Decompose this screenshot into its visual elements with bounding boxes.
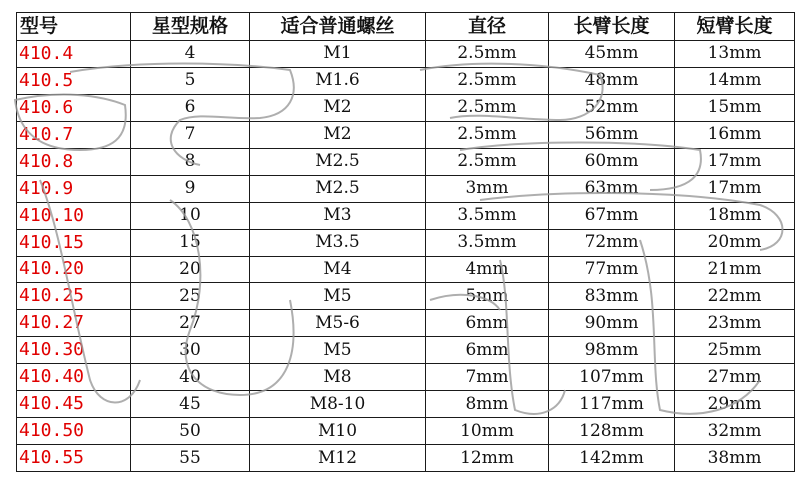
model-cell: 410.45 xyxy=(17,391,131,418)
table-row xyxy=(17,175,795,202)
model-cell: 410.50 xyxy=(17,418,131,445)
star-size-cell: 45 xyxy=(131,391,250,418)
long-arm-cell: 60mm xyxy=(549,148,675,175)
model-cell: 410.7 xyxy=(17,121,131,148)
diameter-cell: 12mm xyxy=(426,445,549,472)
header-long-arm: 长臂长度 xyxy=(549,13,675,41)
star-size-cell: 5 xyxy=(131,67,250,94)
short-arm-cell: 25mm xyxy=(675,337,795,364)
model-cell: 410.9 xyxy=(17,175,131,202)
long-arm-cell: 90mm xyxy=(549,310,675,337)
screw-fit-cell: M1 xyxy=(250,41,426,68)
short-arm-cell: 17mm xyxy=(675,148,795,175)
screw-fit-cell: M5-6 xyxy=(250,310,426,337)
diameter-cell: 7mm xyxy=(426,364,549,391)
star-size-cell: 4 xyxy=(131,41,250,68)
diameter-cell: 2.5mm xyxy=(426,94,549,121)
star-size-cell: 30 xyxy=(131,337,250,364)
long-arm-cell: 77mm xyxy=(549,256,675,283)
table-row xyxy=(17,445,795,472)
screw-fit-cell: M10 xyxy=(250,418,426,445)
diameter-cell: 2.5mm xyxy=(426,41,549,68)
screw-fit-cell: M1.6 xyxy=(250,67,426,94)
long-arm-cell: 72mm xyxy=(549,229,675,256)
star-size-cell: 10 xyxy=(131,202,250,229)
star-size-cell: 9 xyxy=(131,175,250,202)
diameter-cell: 6mm xyxy=(426,310,549,337)
header-short-arm: 短臂长度 xyxy=(675,13,795,41)
diameter-cell: 3.5mm xyxy=(426,202,549,229)
star-size-cell: 27 xyxy=(131,310,250,337)
model-cell: 410.8 xyxy=(17,148,131,175)
long-arm-cell: 83mm xyxy=(549,283,675,310)
long-arm-cell: 142mm xyxy=(549,445,675,472)
header-screw-fit: 适合普通螺丝 xyxy=(250,13,426,41)
long-arm-cell: 67mm xyxy=(549,202,675,229)
table-row xyxy=(17,310,795,337)
diameter-cell: 10mm xyxy=(426,418,549,445)
screw-fit-cell: M2 xyxy=(250,94,426,121)
model-cell: 410.40 xyxy=(17,364,131,391)
long-arm-cell: 45mm xyxy=(549,41,675,68)
short-arm-cell: 18mm xyxy=(675,202,795,229)
long-arm-cell: 52mm xyxy=(549,94,675,121)
table-row xyxy=(17,41,795,68)
short-arm-cell: 21mm xyxy=(675,256,795,283)
table-row xyxy=(17,148,795,175)
screw-fit-cell: M5 xyxy=(250,283,426,310)
short-arm-cell: 16mm xyxy=(675,121,795,148)
table-row xyxy=(17,202,795,229)
model-cell: 410.15 xyxy=(17,229,131,256)
model-cell: 410.10 xyxy=(17,202,131,229)
star-size-cell: 7 xyxy=(131,121,250,148)
header-star-size: 星型规格 xyxy=(131,13,250,41)
star-size-cell: 40 xyxy=(131,364,250,391)
long-arm-cell: 128mm xyxy=(549,418,675,445)
model-cell: 410.4 xyxy=(17,41,131,68)
short-arm-cell: 17mm xyxy=(675,175,795,202)
table-row xyxy=(17,283,795,310)
long-arm-cell: 56mm xyxy=(549,121,675,148)
model-cell: 410.20 xyxy=(17,256,131,283)
diameter-cell: 5mm xyxy=(426,283,549,310)
table-row xyxy=(17,391,795,418)
diameter-cell: 8mm xyxy=(426,391,549,418)
short-arm-cell: 20mm xyxy=(675,229,795,256)
short-arm-cell: 23mm xyxy=(675,310,795,337)
screw-fit-cell: M3 xyxy=(250,202,426,229)
long-arm-cell: 63mm xyxy=(549,175,675,202)
long-arm-cell: 117mm xyxy=(549,391,675,418)
screw-fit-cell: M2 xyxy=(250,121,426,148)
model-cell: 410.25 xyxy=(17,283,131,310)
table-row xyxy=(17,364,795,391)
table-row xyxy=(17,418,795,445)
short-arm-cell: 13mm xyxy=(675,41,795,68)
long-arm-cell: 98mm xyxy=(549,337,675,364)
diameter-cell: 2.5mm xyxy=(426,148,549,175)
screw-fit-cell: M4 xyxy=(250,256,426,283)
diameter-cell: 2.5mm xyxy=(426,67,549,94)
table-row xyxy=(17,256,795,283)
star-size-cell: 25 xyxy=(131,283,250,310)
model-cell: 410.55 xyxy=(17,445,131,472)
star-size-cell: 20 xyxy=(131,256,250,283)
model-cell: 410.27 xyxy=(17,310,131,337)
table-row xyxy=(17,67,795,94)
model-cell: 410.6 xyxy=(17,94,131,121)
diameter-cell: 4mm xyxy=(426,256,549,283)
table-row xyxy=(17,337,795,364)
star-size-cell: 55 xyxy=(131,445,250,472)
table-row xyxy=(17,121,795,148)
screw-fit-cell: M5 xyxy=(250,337,426,364)
long-arm-cell: 107mm xyxy=(549,364,675,391)
short-arm-cell: 15mm xyxy=(675,94,795,121)
diameter-cell: 2.5mm xyxy=(426,121,549,148)
screw-fit-cell: M8-10 xyxy=(250,391,426,418)
screw-fit-cell: M12 xyxy=(250,445,426,472)
diameter-cell: 6mm xyxy=(426,337,549,364)
short-arm-cell: 14mm xyxy=(675,67,795,94)
long-arm-cell: 48mm xyxy=(549,67,675,94)
table-header-row xyxy=(17,13,795,41)
short-arm-cell: 27mm xyxy=(675,364,795,391)
model-cell: 410.5 xyxy=(17,67,131,94)
star-size-cell: 8 xyxy=(131,148,250,175)
short-arm-cell: 38mm xyxy=(675,445,795,472)
diameter-cell: 3mm xyxy=(426,175,549,202)
diameter-cell: 3.5mm xyxy=(426,229,549,256)
table-row xyxy=(17,229,795,256)
spec-table xyxy=(16,12,795,472)
star-size-cell: 6 xyxy=(131,94,250,121)
screw-fit-cell: M2.5 xyxy=(250,148,426,175)
header-diameter: 直径 xyxy=(426,13,549,41)
short-arm-cell: 29mm xyxy=(675,391,795,418)
short-arm-cell: 32mm xyxy=(675,418,795,445)
short-arm-cell: 22mm xyxy=(675,283,795,310)
screw-fit-cell: M3.5 xyxy=(250,229,426,256)
star-size-cell: 50 xyxy=(131,418,250,445)
screw-fit-cell: M2.5 xyxy=(250,175,426,202)
header-model: 型号 xyxy=(17,13,131,41)
star-size-cell: 15 xyxy=(131,229,250,256)
model-cell: 410.30 xyxy=(17,337,131,364)
table-row xyxy=(17,94,795,121)
screw-fit-cell: M8 xyxy=(250,364,426,391)
